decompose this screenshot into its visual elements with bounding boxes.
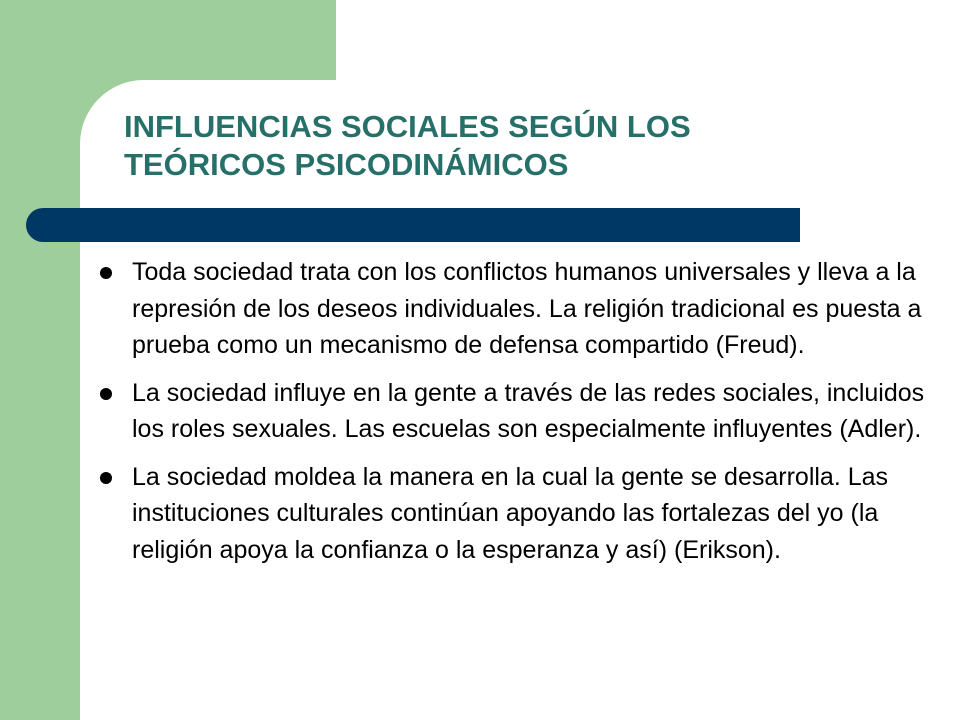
slide-title-line-1: INFLUENCIAS SOCIALES SEGÚN LOS [124, 109, 691, 144]
bullet-item-freud [100, 254, 930, 364]
bullet-text: La sociedad influye en la gente a través de las redes sociales, incluidos los roles sexuales. Las escuelas son especialmente influyentes (Adler). [132, 378, 925, 443]
bullet-list [100, 254, 930, 579]
title-divider-bar [26, 208, 800, 242]
bullet-dot-icon [100, 472, 112, 484]
bullet-text: La sociedad moldea la manera en la cual la gente se desarrolla. Las instituciones culturales continúan apoyando las fortalezas del yo (la religión apoya la confianza o la esperanza y así) (Erikson). [132, 462, 889, 564]
slide-title [124, 108, 924, 184]
bullet-item-erikson [100, 459, 930, 569]
bullet-dot-icon [100, 388, 112, 400]
slide-title-line-2: TEÓRICOS PSICODINÁMICOS [124, 147, 569, 182]
bullet-item-adler [100, 375, 930, 448]
bullet-text: Toda sociedad trata con los conflictos humanos universales y lleva a la represión de los deseos individuales. La religión tradicional es puesta a prueba como un mecanismo de defensa compartido (Freud). [132, 258, 922, 359]
bullet-dot-icon [100, 267, 112, 279]
